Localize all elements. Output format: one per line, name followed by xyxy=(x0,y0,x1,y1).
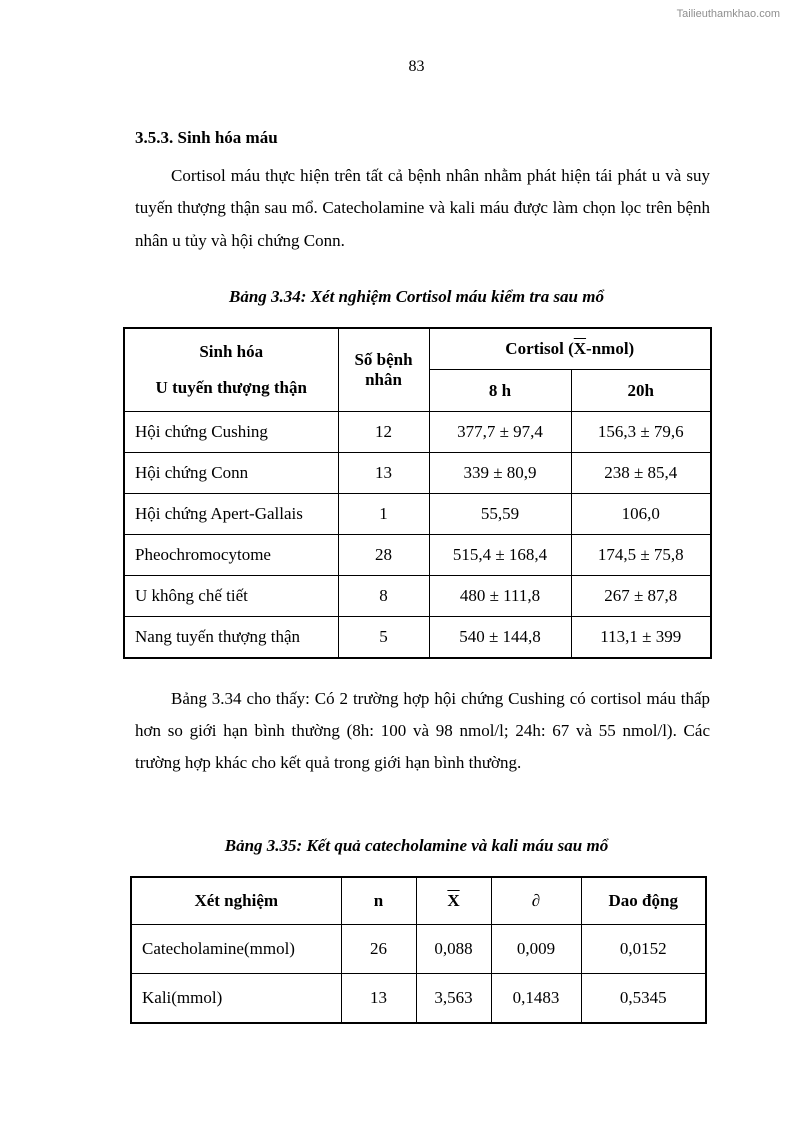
table-row xyxy=(124,412,711,453)
header-sinh-hoa xyxy=(124,328,338,412)
cell-sd: 0,1483 xyxy=(491,974,581,1023)
header-20h: 20h xyxy=(571,370,711,412)
cell-name: Hội chứng Apert-Gallais xyxy=(124,494,338,535)
table-335 xyxy=(130,876,707,1024)
table-row xyxy=(131,925,706,974)
cell-8h: 55,59 xyxy=(429,494,571,535)
header-xet-nghiem: Xét nghiệm xyxy=(131,877,341,925)
page-number: 83 xyxy=(408,58,425,75)
cell-mean: 0,088 xyxy=(416,925,491,974)
cell-mean: 3,563 xyxy=(416,974,491,1023)
cell-20h: 238 ± 85,4 xyxy=(571,453,711,494)
cell-n: 8 xyxy=(338,576,429,617)
header-cortisol xyxy=(429,328,711,370)
header-sinh-hoa-line1: Sinh hóa xyxy=(199,342,264,362)
cell-20h: 113,1 ± 399 xyxy=(571,617,711,658)
xbar-symbol: $\overline{X}$ xyxy=(573,339,587,359)
cell-name: Nang tuyến thượng thận xyxy=(124,617,338,658)
table-header-row xyxy=(124,328,711,370)
header-cortisol-prefix: Cortisol ( xyxy=(505,339,574,359)
cell-name: Catecholamine(mmol) xyxy=(131,925,341,974)
cell-n: 12 xyxy=(338,412,429,453)
table-header-row xyxy=(131,877,706,925)
cell-n: 26 xyxy=(341,925,416,974)
cell-name: Pheochromocytome xyxy=(124,535,338,576)
cell-n: 28 xyxy=(338,535,429,576)
table-row xyxy=(124,576,711,617)
header-dao-dong: Dao động xyxy=(581,877,706,925)
cell-name: Kali(mmol) xyxy=(131,974,341,1023)
cell-n: 13 xyxy=(341,974,416,1023)
header-so-benh-nhan: Số bệnh nhân xyxy=(338,328,429,412)
cell-n: 5 xyxy=(338,617,429,658)
header-sinh-hoa-line2: U tuyến thượng thận xyxy=(155,378,307,398)
cell-name: Hội chứng Conn xyxy=(124,453,338,494)
header-n: n xyxy=(341,877,416,925)
cell-8h: 515,4 ± 168,4 xyxy=(429,535,571,576)
header-sd: ∂ xyxy=(491,877,581,925)
paragraph-results: Bảng 3.34 cho thấy: Có 2 trường hợp hội chứng Cushing có cortisol máu thấp hơn so giới hạn bình thường (8h: 100 và 98 nmol/l; 24h: 67 và 55 nmol/l). Các trường hợp khác cho kết quả trong giới hạn bình thường. xyxy=(135,688,710,773)
cell-8h: 339 ± 80,9 xyxy=(429,453,571,494)
cell-20h: 156,3 ± 79,6 xyxy=(571,412,711,453)
cell-sd: 0,009 xyxy=(491,925,581,974)
table-334 xyxy=(123,327,712,659)
cell-n: 13 xyxy=(338,453,429,494)
cell-range: 0,5345 xyxy=(581,974,706,1023)
header-xbar: $\overline{X}$ xyxy=(416,877,491,925)
cell-8h: 480 ± 111,8 xyxy=(429,576,571,617)
table-row xyxy=(124,535,711,576)
cell-20h: 267 ± 87,8 xyxy=(571,576,711,617)
table-row xyxy=(124,617,711,658)
cell-20h: 106,0 xyxy=(571,494,711,535)
header-8h: 8 h xyxy=(429,370,571,412)
cell-n: 1 xyxy=(338,494,429,535)
table-row xyxy=(124,453,711,494)
watermark: Tailieuthamkhao.com xyxy=(676,8,780,20)
cell-8h: 377,7 ± 97,4 xyxy=(429,412,571,453)
header-cortisol-suffix: -nmol) xyxy=(586,339,635,359)
table-row xyxy=(124,494,711,535)
cell-name: U không chế tiết xyxy=(124,576,338,617)
cell-20h: 174,5 ± 75,8 xyxy=(571,535,711,576)
paragraph-cortisol: Cortisol máu thực hiện trên tất cả bệnh nhân nhằm phát hiện tái phát u và suy tuyến thượng thận sau mổ. Catecholamine và kali máu được làm chọn lọc trên bệnh nhân u tủy và hội chứng Conn. xyxy=(135,166,710,250)
cell-name: Hội chứng Cushing xyxy=(124,412,338,453)
cell-range: 0,0152 xyxy=(581,925,706,974)
table-335-caption: Bảng 3.35: Kết quả catecholamine và kali máu sau mổ xyxy=(224,835,609,855)
cell-8h: 540 ± 144,8 xyxy=(429,617,571,658)
section-heading: 3.5.3. Sinh hóa máu xyxy=(135,128,278,147)
table-334-caption: Bảng 3.34: Xét nghiệm Cortisol máu kiểm tra sau mổ xyxy=(228,286,604,306)
table-row xyxy=(131,974,706,1023)
